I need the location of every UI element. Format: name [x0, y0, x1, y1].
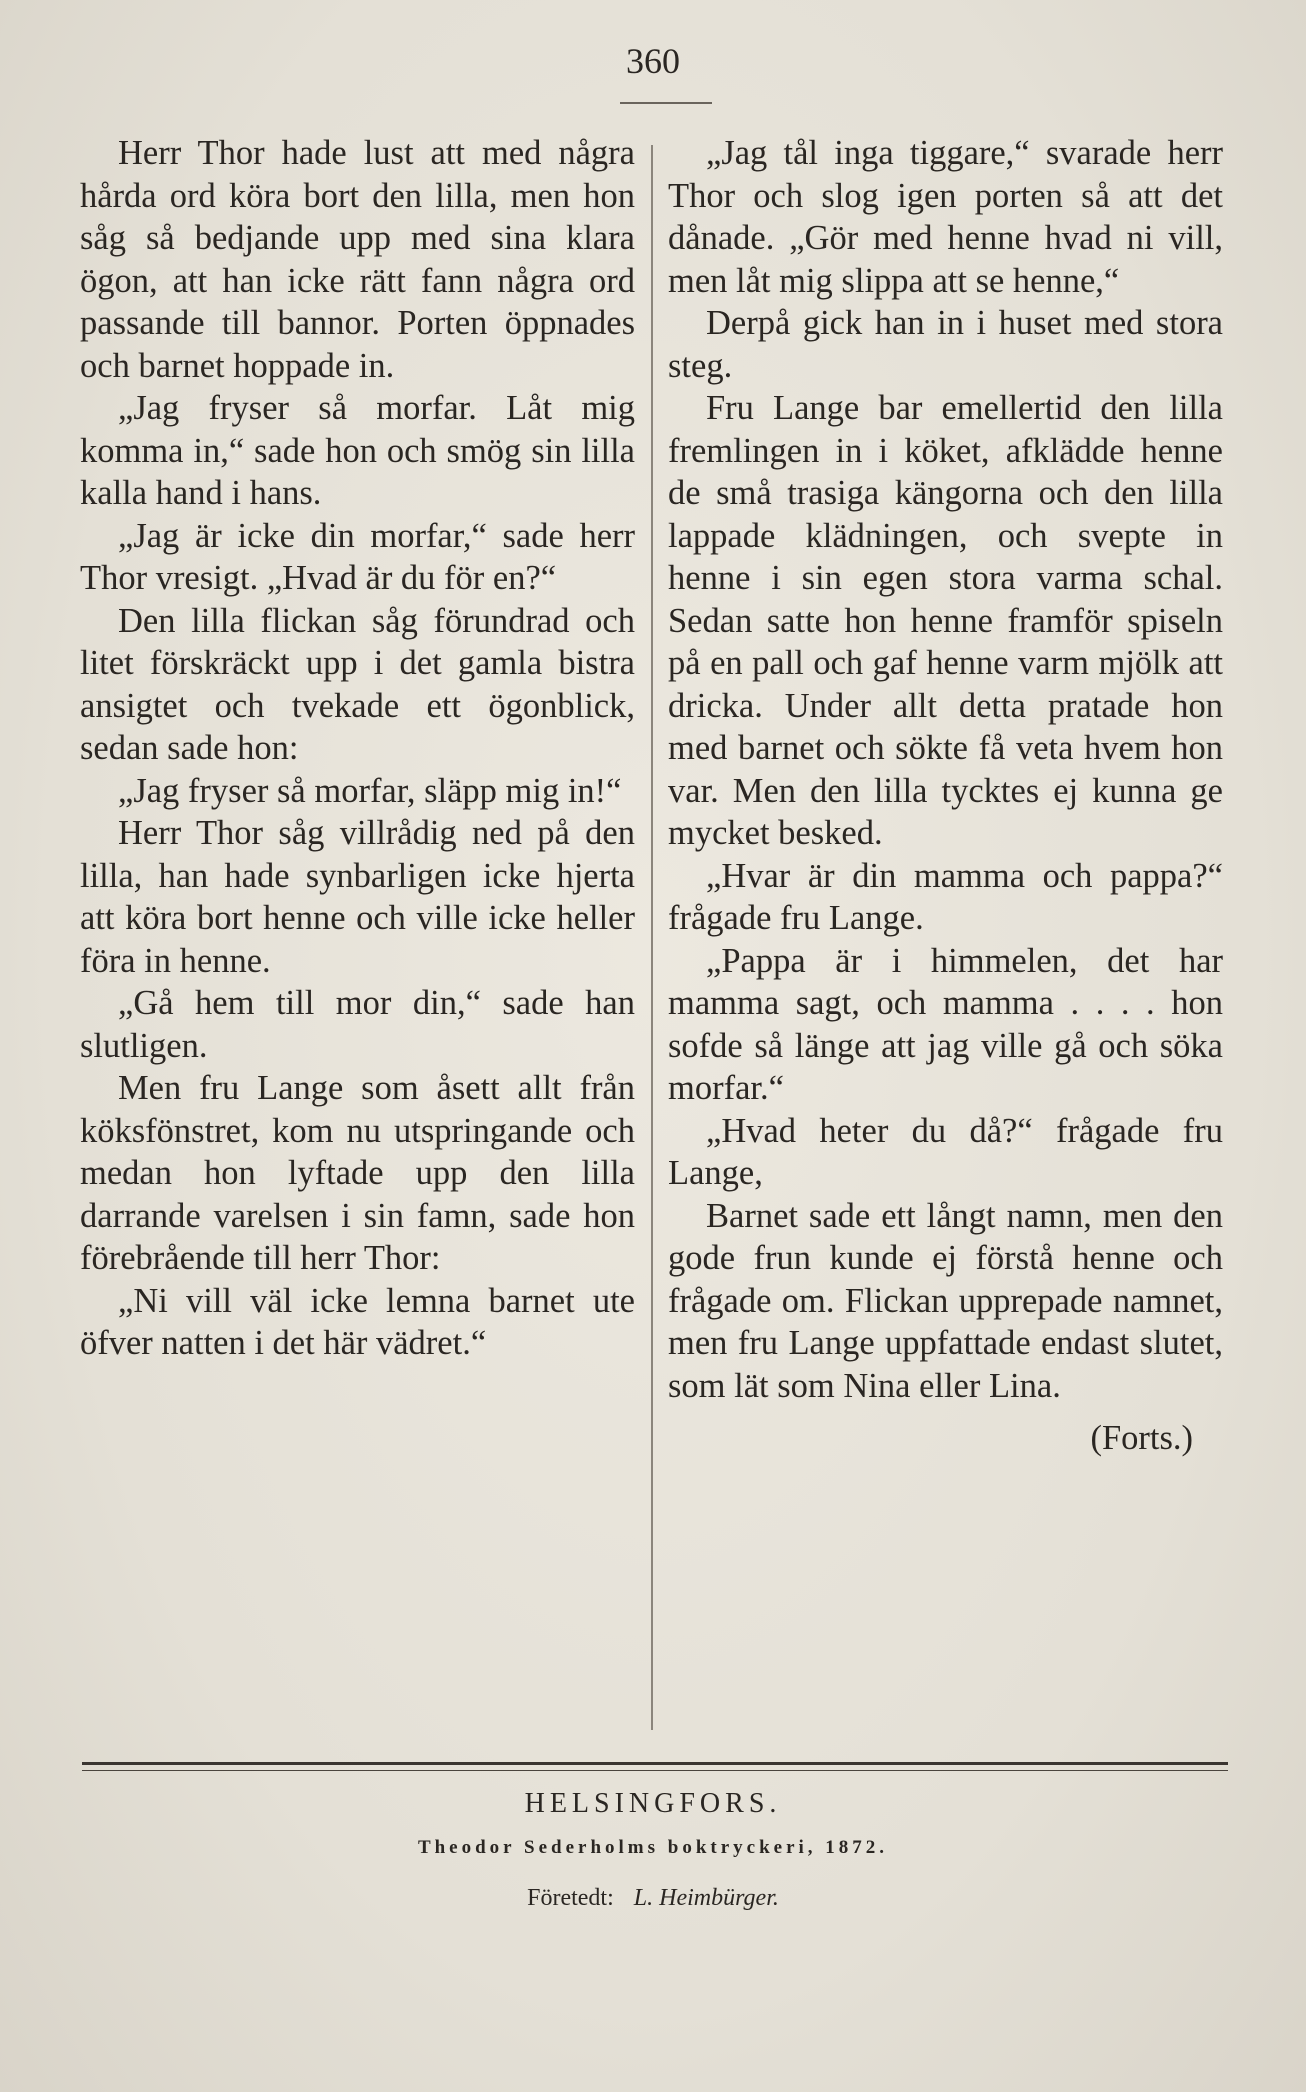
page-number-rule — [620, 102, 712, 104]
paragraph: Fru Lange bar emellertid den lilla fremlingen in i köket, afklädde henne de små trasiga kängorna och den lilla lappade klädningen, och svepte in henne i sin egen stora varma schal. Sedan satte hon henne framför spiseln på en pall och gaf henne varm mjölk att dricka. Under allt detta pratade hon med barnet och sökte få veta hvem hon var. Men den lilla tycktes ej kunna ge mycket besked. — [668, 389, 1223, 852]
continued-note: (Forts.) — [1090, 1419, 1193, 1457]
paragraph: Barnet sade ett långt namn, men den gode frun kunde ej förstå henne och frågade om. Flickan upprepade namnet, men fru Lange uppfattade endast slutet, som lät som Nina eller Lina. — [668, 1196, 1223, 1405]
column-divider — [651, 145, 653, 1730]
censor-label: Företedt: — [527, 1885, 614, 1911]
imprint-city: HELSINGFORS. — [524, 1788, 782, 1819]
censor-name: L. Heimbürger. — [633, 1885, 779, 1911]
paragraph: „Jag fryser så morfar, släpp mig in!“ — [118, 771, 622, 810]
paragraph: „Ni vill väl icke lemna barnet ute öfver natten i det här vädret.“ — [80, 1281, 635, 1362]
paragraph: „Jag är icke din morfar,“ sade herr Thor vresigt. „Hvad är du för en?“ — [80, 516, 635, 597]
paragraph: „Pappa är i himmelen, det har mamma sagt, och mamma . . . . hon sofde så länge att jag ville gå och söka morfar.“ — [668, 941, 1223, 1107]
paragraph: Herr Thor hade lust att med några hårda ord köra bort den lilla, men hon såg så bedjande upp med sina klara ögon, att han icke rätt fann några ord passande till bannor. Porten öppnades och barnet hoppade in. — [80, 134, 635, 385]
paragraph: Den lilla flickan såg förundrad och litet förskräckt upp i det gamla bistra ansigtet och tvekade ett ögonblick, sedan sade hon: — [80, 601, 635, 767]
imprint-censor — [0, 1885, 1306, 1912]
paragraph: „Hvad heter du då?“ frågade fru Lange, — [668, 1111, 1223, 1192]
paragraph: „Hvar är din mamma och pappa?“ frågade fru Lange. — [668, 856, 1223, 937]
footer-rule-thin — [82, 1770, 1228, 1771]
footer-rule-thick — [82, 1762, 1228, 1765]
paragraph: Men fru Lange som åsett allt från köksfönstret, kom nu utspringande och medan hon lyftade upp den lilla darrande varelsen i sin famn, sade hon förebrående till herr Thor: — [80, 1069, 635, 1277]
imprint-printer: Theodor Sederholms boktryckeri, 1872. — [417, 1837, 889, 1858]
paragraph: „Jag fryser så morfar. Låt mig komma in,“ sade hon och smög sin lilla kalla hand i hans. — [80, 389, 635, 512]
paragraph: Derpå gick han in i huset med stora steg. — [668, 304, 1223, 385]
page-number: 360 — [626, 41, 680, 81]
left-column — [80, 132, 635, 1365]
paragraph: „Gå hem till mor din,“ sade han slutligen. — [80, 984, 635, 1065]
paragraph: Herr Thor såg villrådig ned på den lilla, han hade synbarligen icke hjerta att köra bort henne och ville icke heller föra in henne. — [80, 814, 635, 980]
paragraph: „Jag tål inga tiggare,“ svarade herr Thor och slog igen porten så att det dånade. „Gör med henne hvad ni vill, men låt mig slippa att se henne,“ — [668, 134, 1223, 300]
right-column — [668, 132, 1223, 1460]
